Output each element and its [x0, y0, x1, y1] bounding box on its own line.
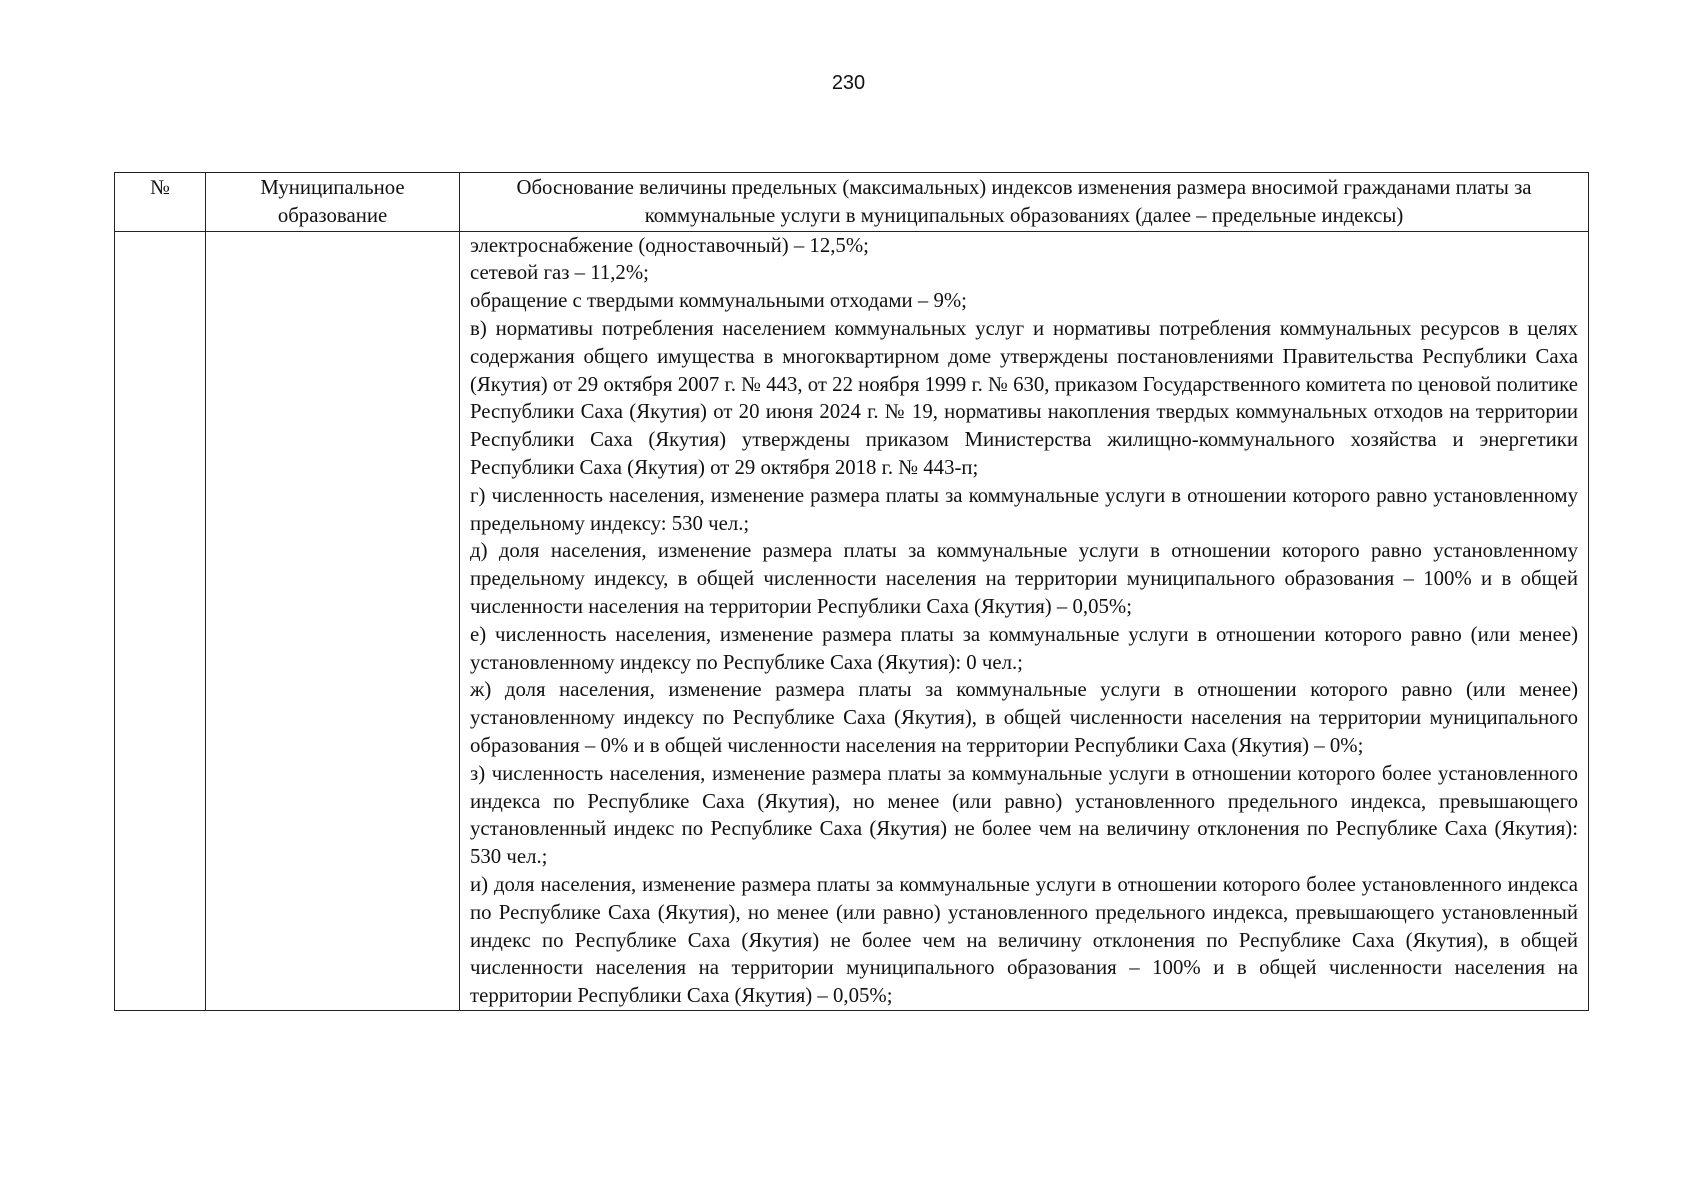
- paragraph-solid-waste: обращение с твердыми коммунальными отходами – 9%;: [470, 289, 967, 313]
- table-row: [115, 231, 1589, 1010]
- cell-justification: [460, 231, 1589, 1010]
- paragraph-z-population: з) численность населения, изменение размера платы за коммунальные услуги в отношении которого более установленного индекса по Республике Саха (Якутия), но менее (или равно) установленного предельного индекса, превышающего установленный индекс по Республике Саха (Якутия) не более чем на величину отклонения по Республике Саха (Якутия): 530 чел.;: [470, 761, 1578, 869]
- header-number: №: [115, 173, 206, 232]
- table-body: [115, 231, 1589, 1010]
- paragraph-g-population: г) численность населения, изменение размера платы за коммунальные услуги в отношении которого равно установленному предельному индексу: 530 чел.;: [470, 483, 1578, 535]
- paragraph-e-population: е) численность населения, изменение размера платы за коммунальные услуги в отношении которого равно (или менее) установленному индексу по Республике Саха (Якутия): 0 чел.;: [470, 622, 1578, 674]
- header-justification: Обоснование величины предельных (максимальных) индексов изменения размера вносимой гражданами платы за коммунальные услуги в муниципальных образованиях (далее – предельные индексы): [460, 173, 1589, 232]
- header-row: [115, 173, 1589, 232]
- paragraph-v-norms: в) нормативы потребления населением коммунальных услуг и нормативы потребления коммунальных ресурсов в целях содержания общего имущества в многоквартирном доме утверждены постановлениями Правительства Республики Саха (Якутия) от 29 октября 2007 г. № 443, от 22 ноября 1999 г. № 630, приказом Государственного комитета по ценовой политике Республики Саха (Якутия) от 20 июня 2024 г. № 19, нормативы накопления твердых коммунальных отходов на территории Республики Саха (Якутия) утверждены приказом Министерства жилищно-коммунального хозяйства и энергетики Республики Саха (Якутия) от 29 октября 2018 г. № 443-п;: [470, 316, 1578, 479]
- justification-table: [114, 172, 1589, 1011]
- table-header: [115, 173, 1589, 232]
- header-municipality: Муниципальное образование: [206, 173, 460, 232]
- paragraph-d-share: д) доля населения, изменение размера платы за коммунальные услуги в отношении которого равно установленному предельному индексу, в общей численности населения на территории муниципального образования – 100% и в общей численности населения на территории Республики Саха (Якутия) – 0,05%;: [470, 539, 1578, 618]
- cell-number: [115, 231, 206, 1010]
- cell-municipality: [206, 231, 460, 1010]
- page-number: 230: [831, 72, 866, 94]
- paragraph-i-share: и) доля населения, изменение размера платы за коммунальные услуги в отношении которого более установленного индекса по Республике Саха (Якутия), но менее (или равно) установленного предельного индекса, превышающего установленный индекс по Республике Саха (Якутия) не более чем на величину отклонения по Республике Саха (Якутия), в общей численности населения на территории муниципального образования – 100% и в общей численности населения на территории Республики Саха (Якутия) – 0,05%;: [470, 872, 1578, 1008]
- paragraph-zh-share: ж) доля населения, изменение размера платы за коммунальные услуги в отношении которого равно (или менее) установленному индексу по Республике Саха (Якутия), в общей численности населения на территории муниципального образования – 0% и в общей численности населения на территории Республики Саха (Якутия) – 0%;: [470, 678, 1578, 757]
- paragraph-electricity: электроснабжение (одноставочный) – 12,5%;: [470, 233, 869, 257]
- paragraph-gas: сетевой газ – 11,2%;: [470, 261, 649, 285]
